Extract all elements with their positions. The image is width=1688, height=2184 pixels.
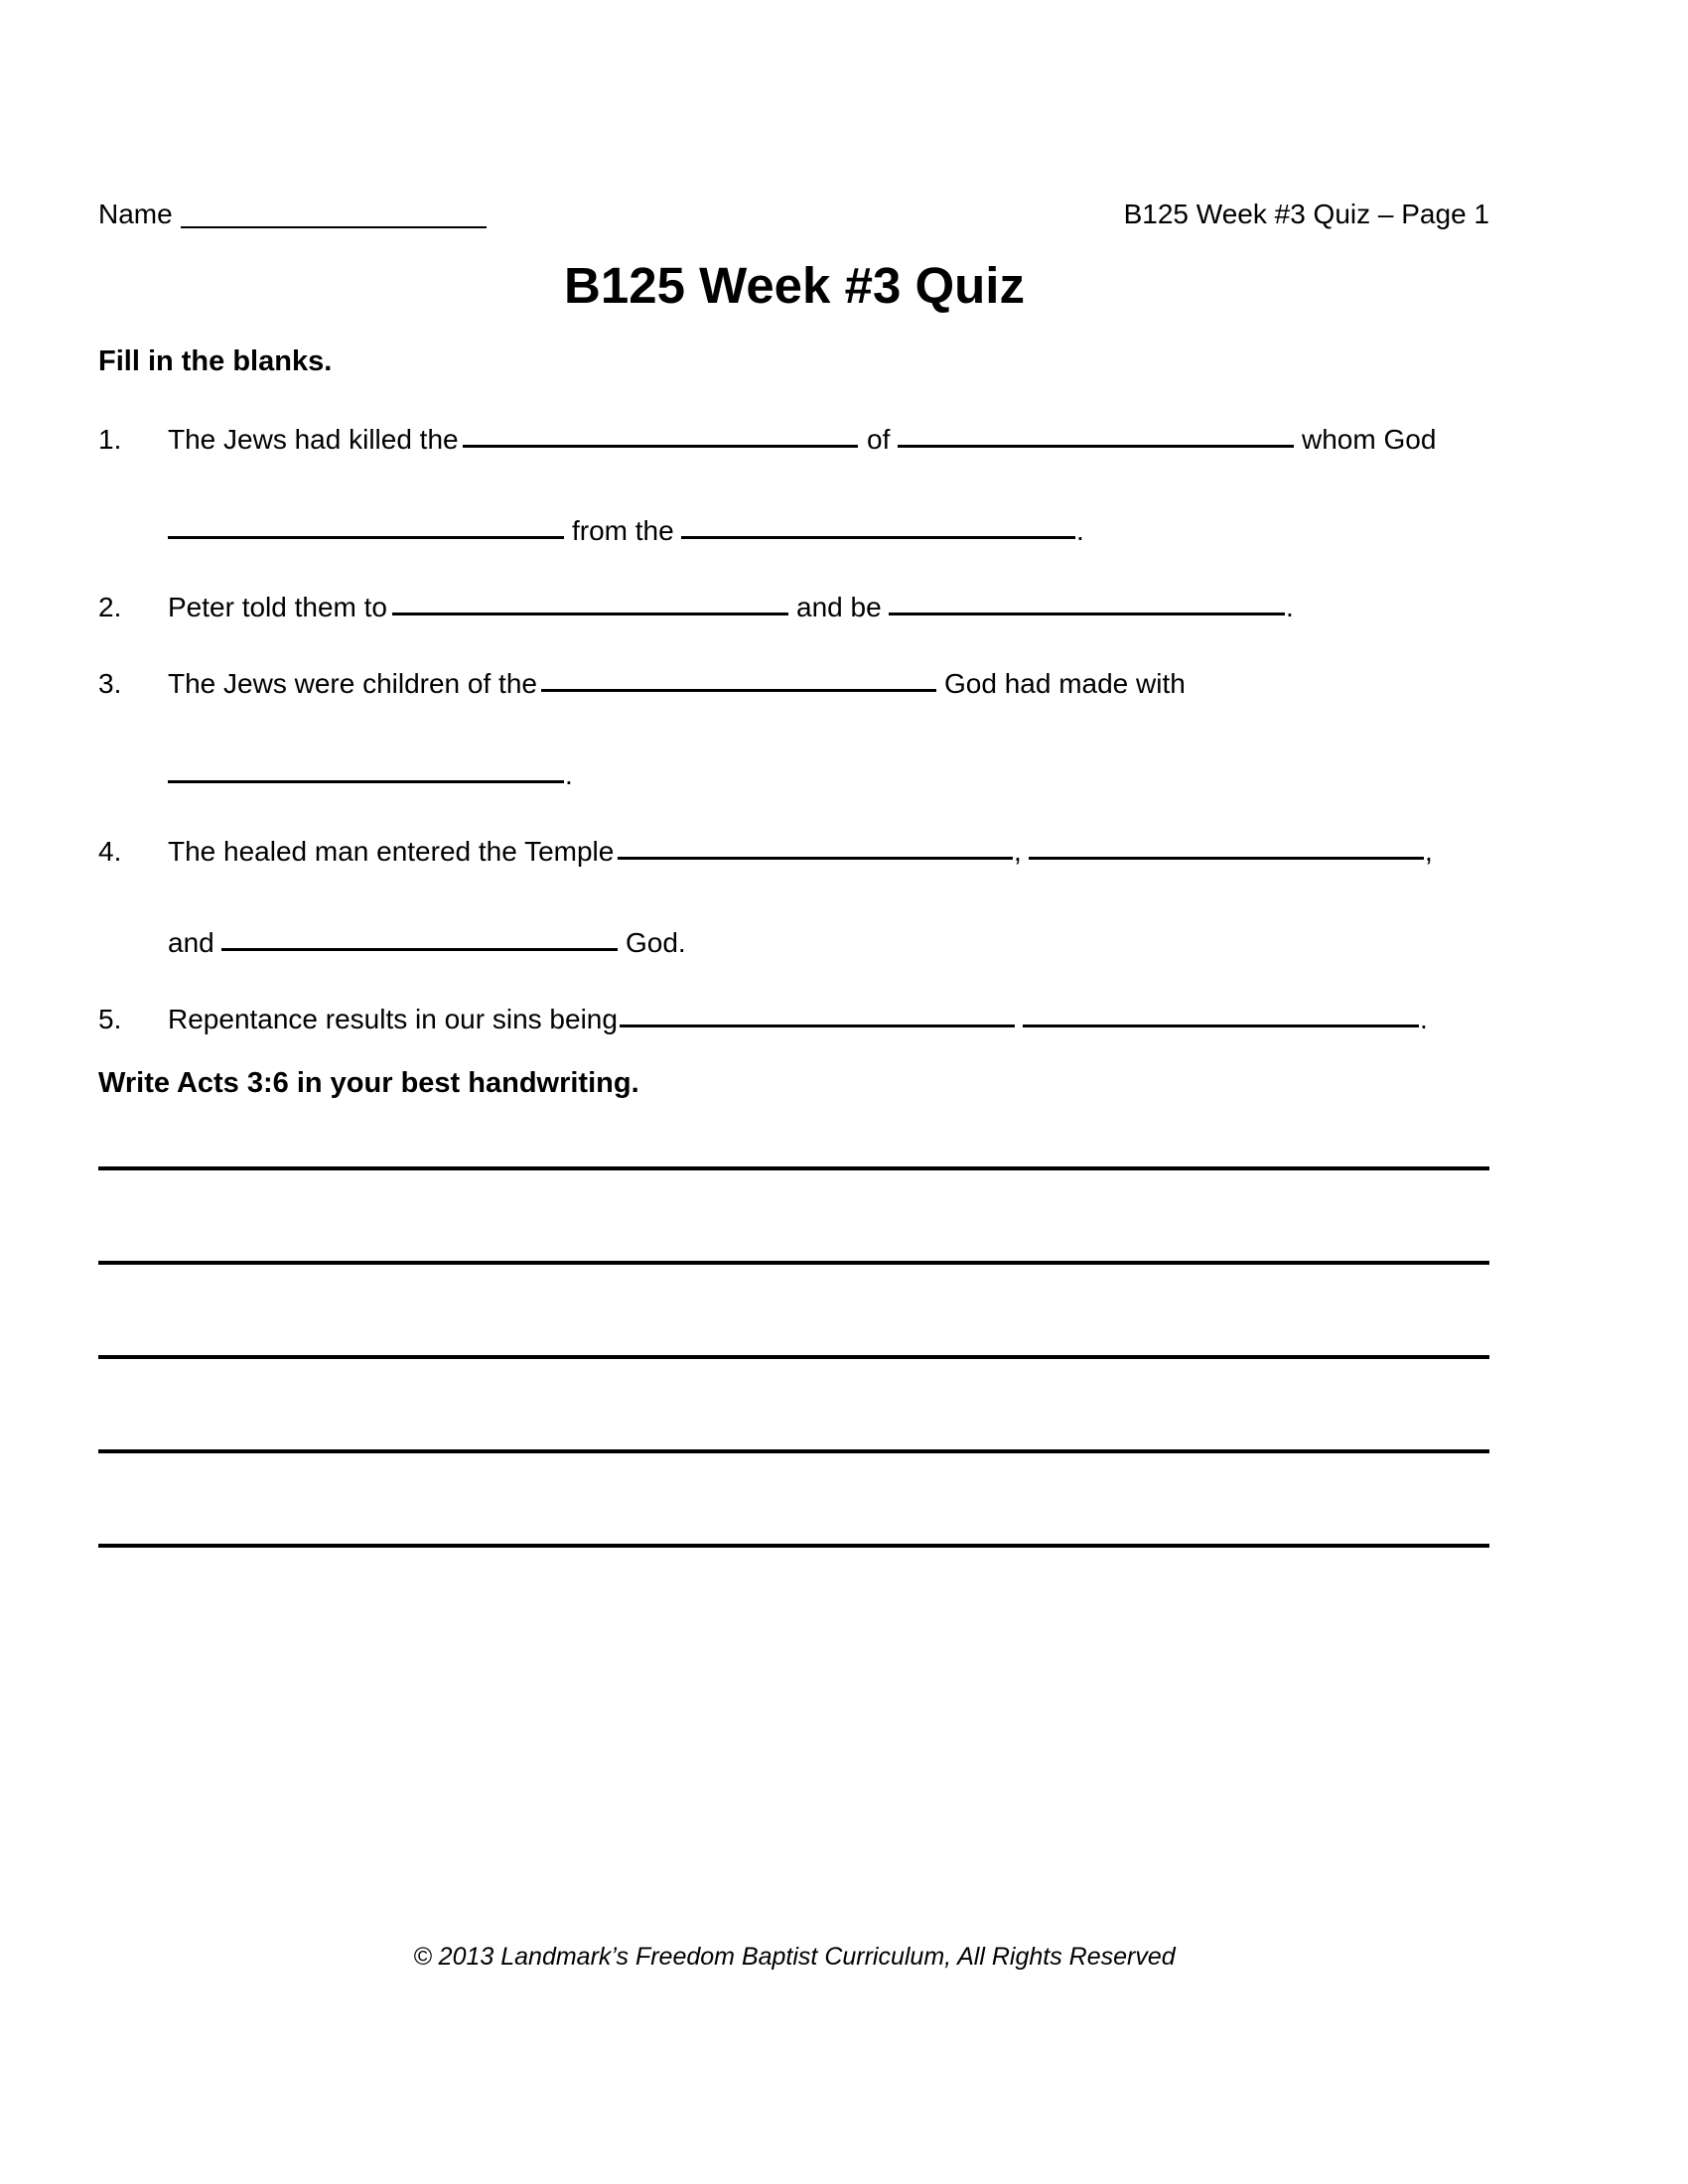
question-number-3: 3. xyxy=(98,668,122,699)
question-2-text-3: . xyxy=(1286,592,1294,622)
question-2-text-2: and be xyxy=(796,592,882,622)
handwriting-line-5[interactable] xyxy=(98,1544,1489,1548)
name-label: Name xyxy=(98,199,173,229)
handwriting-line-3[interactable] xyxy=(98,1355,1489,1359)
question-3-text-2: God had made with xyxy=(944,668,1186,699)
question-1-text-1: The Jews had killed the xyxy=(168,424,459,455)
question-4-text-1: The healed man entered the Temple xyxy=(168,836,615,867)
answer-blank-1c[interactable] xyxy=(168,536,564,539)
question-number-5: 5. xyxy=(98,1004,122,1034)
answer-blank-1d[interactable] xyxy=(681,536,1075,539)
question-number-2: 2. xyxy=(98,592,122,622)
question-4-text-2: , xyxy=(1014,836,1022,867)
answer-blank-5a[interactable] xyxy=(620,1024,1015,1027)
question-4-text-5: God. xyxy=(626,927,686,958)
answer-blank-4a[interactable] xyxy=(618,857,1013,860)
question-5-text-1: Repentance results in our sins being xyxy=(168,1004,618,1034)
answer-blank-4b[interactable] xyxy=(1029,857,1424,860)
question-1-text-5: . xyxy=(1076,515,1084,546)
page-label: B125 Week #3 Quiz – Page 1 xyxy=(1123,199,1489,229)
question-4-text-3: , xyxy=(1425,836,1433,867)
question-2-text-1: Peter told them to xyxy=(168,592,388,622)
question-3-text-1: The Jews were children of the xyxy=(168,668,537,699)
question-1-text-3: whom God xyxy=(1302,424,1437,455)
answer-blank-2a[interactable] xyxy=(392,613,788,615)
page-title: B125 Week #3 Quiz xyxy=(564,257,1025,314)
answer-blank-1b[interactable] xyxy=(898,445,1294,448)
question-3-text-3: . xyxy=(565,759,573,790)
handwriting-line-1[interactable] xyxy=(98,1166,1489,1170)
question-1-text-2: of xyxy=(867,424,891,455)
name-field[interactable] xyxy=(181,226,487,228)
answer-blank-3a[interactable] xyxy=(541,689,936,692)
handwriting-line-4[interactable] xyxy=(98,1449,1489,1453)
section-heading-handwriting: Write Acts 3:6 in your best handwriting. xyxy=(98,1067,639,1099)
question-4-text-4: and xyxy=(168,927,214,958)
handwriting-line-2[interactable] xyxy=(98,1261,1489,1265)
answer-blank-5b[interactable] xyxy=(1023,1024,1419,1027)
question-1-text-4: from the xyxy=(572,515,674,546)
question-5-text-2: . xyxy=(1420,1004,1428,1034)
copyright-footer: © 2013 Landmark’s Freedom Baptist Curriculum, All Rights Reserved xyxy=(413,1943,1176,1971)
answer-blank-4c[interactable] xyxy=(221,948,618,951)
section-heading-fill-blanks: Fill in the blanks. xyxy=(98,345,333,377)
answer-blank-3b[interactable] xyxy=(168,780,564,783)
question-number-4: 4. xyxy=(98,836,122,867)
answer-blank-2b[interactable] xyxy=(889,613,1285,615)
answer-blank-1a[interactable] xyxy=(463,445,858,448)
question-number-1: 1. xyxy=(98,424,122,455)
